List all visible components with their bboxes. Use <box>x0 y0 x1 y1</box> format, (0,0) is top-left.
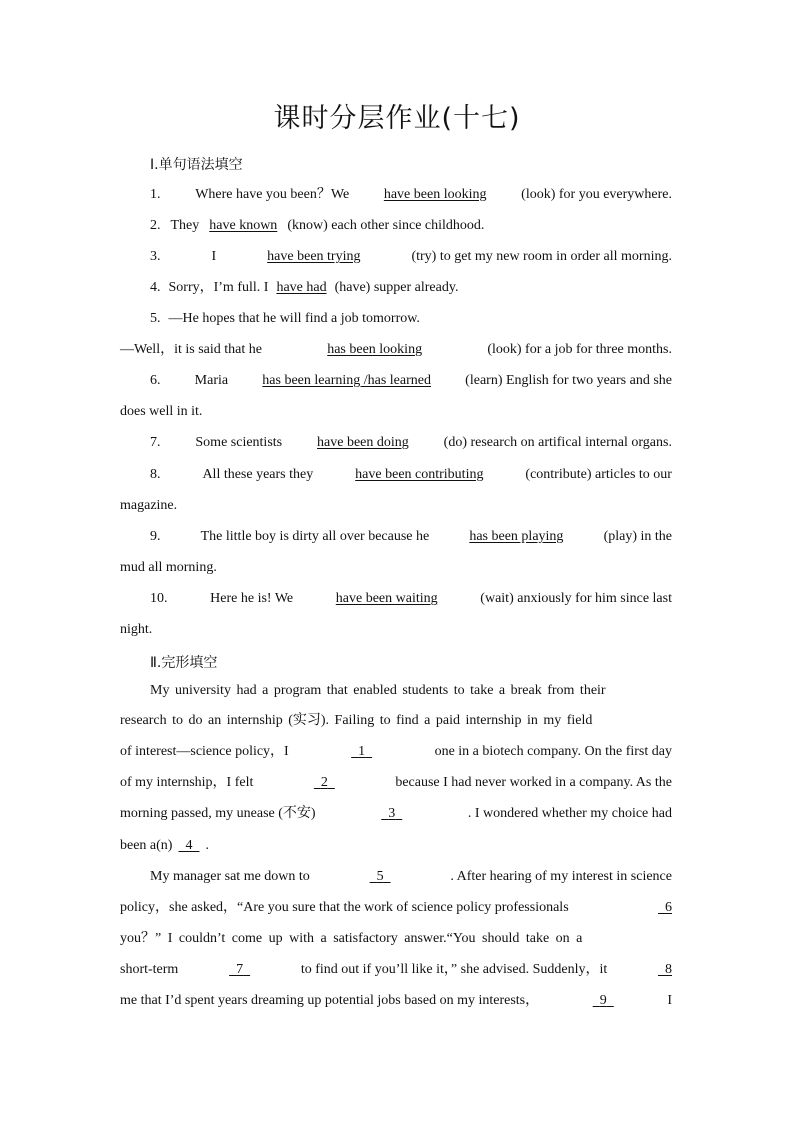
question-number: 1. <box>150 187 161 202</box>
question-text: Where have you been？We <box>195 187 350 202</box>
question-1 <box>150 185 672 205</box>
passage-text: I <box>667 993 672 1008</box>
question-number: 2. <box>150 218 161 233</box>
question-text: (look) for you everywhere. <box>521 187 672 202</box>
blank-9[interactable] <box>593 991 614 1011</box>
passage-text: one in a biotech company. On the first day <box>434 744 672 759</box>
answer-text: has been playing <box>469 529 564 544</box>
blank-3[interactable] <box>381 804 402 824</box>
passage-text: short-term <box>120 962 179 977</box>
passage-text: . <box>205 838 209 853</box>
passage-line-7 <box>150 867 672 887</box>
answer-text: have been contributing <box>355 467 484 482</box>
blank-number: 9 <box>599 993 607 1008</box>
blank-5[interactable] <box>370 867 391 887</box>
passage-line-5 <box>120 804 672 824</box>
passage-text: . I wondered whether my choice had <box>467 806 672 821</box>
question-text: (do) research on artifical internal organs. <box>443 435 672 450</box>
question-text: (play) in the <box>603 529 672 544</box>
blank-number: 3 <box>388 806 396 821</box>
passage-line-9 <box>120 929 672 949</box>
question-5-reply <box>120 340 672 360</box>
question-text: night. <box>120 622 153 637</box>
question-text: All these years they <box>202 467 314 482</box>
passage-line-2 <box>120 711 672 731</box>
passage-text: policy，she asked，“Are you sure that the work of science policy professionals <box>120 900 569 915</box>
passage-line-8 <box>120 898 672 918</box>
blank-6[interactable] <box>658 898 672 918</box>
question-text: (learn) English for two years and she <box>465 373 672 388</box>
blank-7[interactable] <box>229 960 250 980</box>
question-8 <box>150 465 672 485</box>
section-heading-grammar: Ⅰ.单句语法填空 <box>150 157 243 173</box>
question-2 <box>150 216 672 236</box>
question-text: Maria <box>194 373 229 388</box>
question-text: Sorry，I’m full. I <box>168 280 269 295</box>
question-3 <box>150 247 672 267</box>
blank-8[interactable] <box>658 960 672 980</box>
passage-line-6 <box>120 836 672 856</box>
question-number: 4. <box>150 280 161 295</box>
blank-number: 2 <box>320 775 328 790</box>
blank-2[interactable] <box>314 773 335 793</box>
passage-line-3 <box>120 742 672 762</box>
question-text: The little boy is dirty all over because he <box>200 529 430 544</box>
question-number: 8. <box>150 467 161 482</box>
question-text: I <box>211 249 217 264</box>
blank-number: 4 <box>185 838 193 853</box>
question-text: —Well，it is said that he <box>120 342 262 357</box>
question-6 <box>150 371 672 391</box>
question-7 <box>150 433 672 453</box>
passage-line-4 <box>120 773 672 793</box>
blank-number: 6 <box>665 900 672 915</box>
answer-text: have known <box>209 218 278 233</box>
passage-line-11 <box>120 991 672 1011</box>
question-text: They <box>170 218 200 233</box>
question-number: 3. <box>150 249 161 264</box>
question-10 <box>150 589 672 609</box>
passage-text: morning passed, my unease (不安) <box>120 806 316 821</box>
answer-text: has been learning /has learned <box>262 373 431 388</box>
blank-4[interactable] <box>178 836 199 856</box>
page-title: 课时分层作业(十七) <box>273 103 521 134</box>
blank-1[interactable] <box>351 742 372 762</box>
passage-text: to find out if you’ll like it，” she advised. Suddenly，it <box>300 962 608 977</box>
question-9-cont <box>120 558 672 578</box>
question-text: Some scientists <box>195 435 283 450</box>
question-number: 7. <box>150 435 161 450</box>
passage-text: of interest—science policy，I <box>120 744 289 759</box>
blank-number: 7 <box>236 962 244 977</box>
question-number: 6. <box>150 373 161 388</box>
passage-text: been a(n) <box>120 838 173 853</box>
question-9 <box>150 527 672 547</box>
passage-text: My manager sat me down to <box>150 869 310 884</box>
passage-text: My university had a program that enabled students to take a break from their <box>150 683 606 698</box>
passage-text: . After hearing of my interest in science <box>450 869 672 884</box>
question-8-cont <box>120 496 672 516</box>
question-text: (try) to get my new room in order all morning. <box>411 249 672 264</box>
passage-text: of my internship，I felt <box>120 775 254 790</box>
passage-text: me that I’d spent years dreaming up potential jobs based on my interests， <box>120 993 540 1008</box>
passage-line-10 <box>120 960 672 980</box>
question-text: (have) supper already. <box>334 280 459 295</box>
question-text: (contribute) articles to our <box>525 467 672 482</box>
question-text: —He hopes that he will find a job tomorrow. <box>168 311 420 326</box>
question-10-cont <box>120 620 672 640</box>
question-number: 10. <box>150 591 168 606</box>
answer-text: have been trying <box>267 249 361 264</box>
blank-number: 1 <box>358 744 366 759</box>
answer-text: has been looking <box>327 342 423 357</box>
question-text: (look) for a job for three months. <box>487 342 672 357</box>
question-number: 5. <box>150 311 161 326</box>
question-5 <box>150 309 672 329</box>
answer-text: have been looking <box>383 187 487 202</box>
answer-text: have been doing <box>317 435 409 450</box>
question-number: 9. <box>150 529 161 544</box>
question-4 <box>150 278 672 298</box>
answer-text: have had <box>276 280 327 295</box>
question-text: magazine. <box>120 498 178 513</box>
passage-text: because I had never worked in a company. As the <box>395 775 672 790</box>
section-heading-cloze: Ⅱ.完形填空 <box>150 655 218 671</box>
question-text: Here he is! We <box>210 591 294 606</box>
question-text: (wait) anxiously for him since last <box>480 591 672 606</box>
blank-number: 8 <box>665 962 672 977</box>
question-text: mud all morning. <box>120 560 217 575</box>
passage-text: research to do an internship (实习). Failing to find a paid internship in my field <box>120 713 593 728</box>
answer-text: have been waiting <box>335 591 438 606</box>
blank-number: 5 <box>376 869 384 884</box>
passage-text: you？” I couldn’t come up with a satisfactory answer.“You should take on a <box>120 931 583 946</box>
question-6-cont <box>120 402 672 422</box>
question-text: does well in it. <box>120 404 203 419</box>
question-text: (know) each other since childhood. <box>287 218 485 233</box>
passage-line-1 <box>150 681 672 701</box>
